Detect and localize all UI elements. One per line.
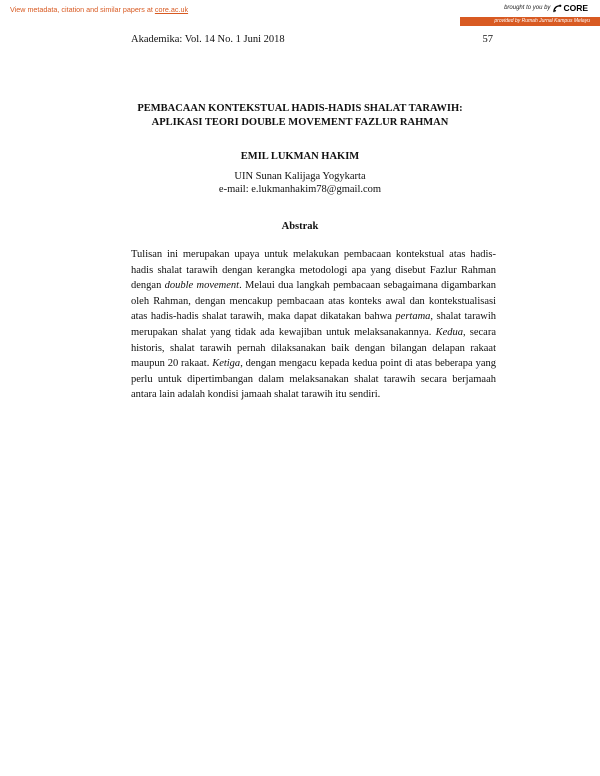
- article-title: [120, 102, 480, 130]
- author-name: EMIL LUKMAN HAKIM: [240, 151, 360, 162]
- core-logo[interactable]: [553, 3, 588, 13]
- abstract-italic-2: pertama: [395, 311, 431, 323]
- abstract-text-2: . Melaui dua langkah pembacaan sebagaimana digambarkan oleh Rahman, dengan mencakup pembacaan atas konteks awal dan kontekstualisasi atas hadis-hadis shalat tarawih, maka dapat dikatakan bahwa: [131, 280, 496, 323]
- provided-by-strip: provided by Rumah Jurnal Kampus Melayu: [460, 17, 600, 26]
- abstract-heading: Abstrak: [281, 221, 319, 232]
- title-line-2: APLIKASI TEORI DOUBLE MOVEMENT FAZLUR RAHMAN: [151, 117, 449, 128]
- abstract-italic-3: Kedua: [435, 326, 463, 338]
- title-line-1: PEMBACAAN KONTEKSTUAL HADIS-HADIS SHALAT TARAWIH:: [137, 103, 463, 114]
- running-header: [131, 34, 493, 45]
- abstract-italic-1: double movement: [164, 280, 240, 292]
- core-banner: [0, 0, 600, 30]
- abstract-italic-4: Ketiga: [212, 358, 241, 370]
- abstract-text-4: , secara historis, shalat tarawih pernah dilaksanakan baik dengan bilangan delapan rakaat maupun 20 rakaat.: [131, 326, 496, 370]
- brought-by-text: brought to you by: [504, 5, 551, 11]
- email: e-mail: e.lukmanhakim78@gmail.com: [218, 184, 382, 195]
- abstract-body: [131, 247, 496, 403]
- brought-to-you-by: [504, 3, 588, 13]
- core-metadata-link[interactable]: [10, 5, 188, 14]
- affiliation: UIN Sunan Kalijaga Yogykarta: [234, 171, 366, 182]
- author-affiliation-block: [120, 170, 480, 196]
- abstract-text-1: Tulisan ini merupakan upaya untuk melakukan pembacaan kontekstual atas hadis-hadis shalat tarawih dengan kerangka metodologi apa yang disebut Fazlur Rahman dengan: [131, 249, 496, 292]
- core-link-url[interactable]: core.ac.uk: [154, 5, 189, 14]
- core-link-prefix: View metadata, citation and similar papers at: [10, 5, 155, 14]
- abstract-text-3: , shalat tarawih merupakan shalat yang tidak ada kewajiban untuk melaksanakannya.: [131, 311, 496, 338]
- journal-name: Akademika: Vol. 14 No. 1 Juni 2018: [131, 34, 285, 45]
- page-number: 57: [482, 34, 493, 45]
- core-logo-icon: [553, 4, 562, 13]
- core-logo-text: CORE: [563, 3, 588, 13]
- abstract-text-5: , dengan mengacu kepada kedua point di atas beberapa yang perlu untuk dipertimbangan dalam melaksanakan shalat tarawih secara berjamaah antara lain adalah kondisi jamaah shalat tarawih itu sendiri.: [131, 358, 496, 401]
